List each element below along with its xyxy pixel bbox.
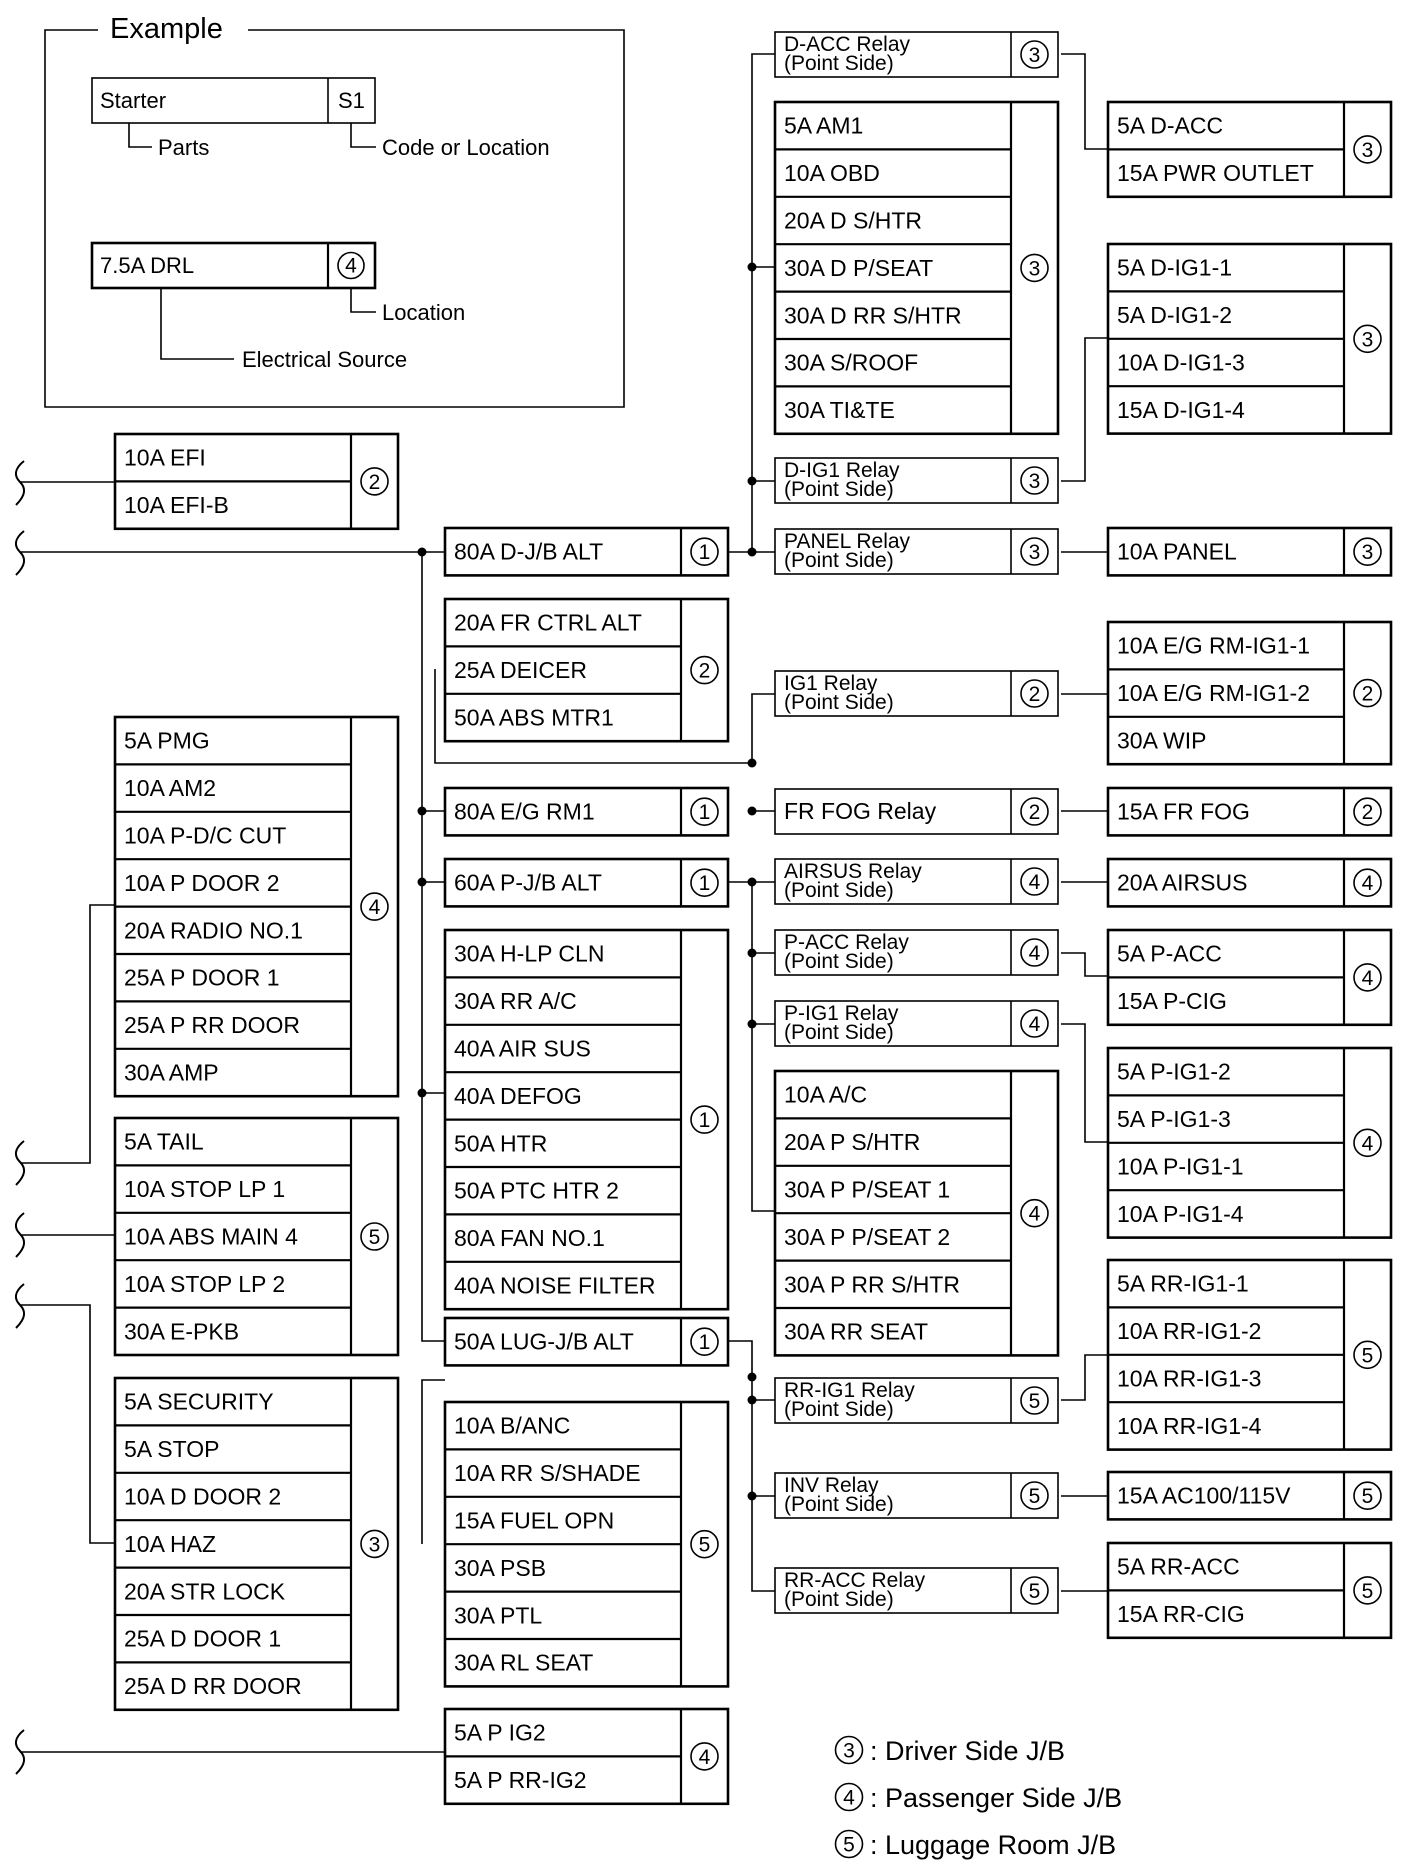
fuse-label: 15A D-IG1-4: [1117, 396, 1245, 423]
relay-side: (Point Side): [784, 52, 894, 75]
fuse-label: 5A P-ACC: [1117, 940, 1222, 967]
fuse-label: 30A RR SEAT: [784, 1318, 929, 1345]
relay-name: PANEL Relay: [784, 530, 911, 553]
location-number: 5: [698, 1533, 711, 1557]
fuse-label: 10A RR-IG1-3: [1117, 1365, 1262, 1392]
fuse-group-efi: [115, 434, 398, 529]
fuse-label: 30A RR A/C: [454, 988, 577, 1015]
fuse-label: 10A OBD: [784, 160, 880, 187]
fuse-label: 10A AM2: [124, 775, 217, 802]
fuse-group-rrig1_out: [1108, 1260, 1391, 1450]
fuse-label: 5A STOP: [124, 1436, 220, 1463]
location-number: 5: [1361, 1485, 1374, 1509]
fuse-group-pjb_alt: [445, 859, 728, 906]
fuse-label: 10A RR S/SHADE: [454, 1460, 641, 1487]
fuse-label: 60A P-J/B ALT: [454, 869, 602, 896]
location-number: 5: [1361, 1579, 1374, 1603]
relay-side: (Point Side): [784, 1398, 894, 1421]
location-number: 3: [1028, 257, 1041, 281]
example-parts-label: Parts: [158, 135, 210, 160]
fuse-label: 40A AIR SUS: [454, 1035, 591, 1062]
relay-side: (Point Side): [784, 1493, 894, 1516]
location-number: 3: [1028, 541, 1041, 564]
fuse-label: 5A AM1: [784, 112, 864, 139]
fuse-label: 40A NOISE FILTER: [454, 1272, 656, 1299]
location-number: 1: [698, 872, 711, 896]
relay-side: (Point Side): [784, 950, 894, 973]
legend-item: [836, 1783, 1123, 1813]
relay-rracc: [775, 1568, 1058, 1613]
location-number: 5: [1028, 1580, 1041, 1603]
relay-pacc: [775, 930, 1058, 975]
fuse-group-tail: [115, 1118, 398, 1355]
fuse-label: 10A A/C: [784, 1081, 868, 1108]
relay-side: (Point Side): [784, 691, 894, 714]
fuse-group-eg_rm1: [445, 788, 728, 835]
fuse-label: 10A B/ANC: [454, 1412, 571, 1439]
relay-name: FR FOG Relay: [784, 798, 937, 824]
fuse-label: 30A TI&TE: [784, 397, 895, 424]
legend-number: 4: [843, 1786, 855, 1810]
fuse-label: 10A EFI-B: [124, 492, 229, 519]
fuse-group-pmg: [115, 717, 398, 1096]
location-number: 2: [368, 470, 381, 494]
location-number: 2: [1361, 682, 1374, 706]
fuse-label: 5A D-ACC: [1117, 112, 1224, 139]
fuse-label: 10A RR-IG1-4: [1117, 1412, 1262, 1439]
location-number: 3: [1028, 470, 1041, 493]
fuse-label: 30A P RR S/HTR: [784, 1271, 960, 1298]
fuse-label: 10A D-IG1-3: [1117, 349, 1245, 376]
relay-name: RR-IG1 Relay: [784, 1379, 915, 1402]
legend-number: 5: [843, 1833, 855, 1857]
fuse-label: 5A RR-IG1-1: [1117, 1270, 1249, 1297]
fuse-label: 50A PTC HTR 2: [454, 1177, 619, 1204]
fuse-label: 25A P DOOR 1: [124, 964, 280, 991]
legend-item: [836, 1736, 1066, 1766]
legend-number: 3: [843, 1739, 855, 1763]
relay-side: (Point Side): [784, 478, 894, 501]
fuse-group-am1: [775, 102, 1058, 434]
legend-item: [836, 1830, 1117, 1860]
relay-name: D-IG1 Relay: [784, 459, 900, 482]
fuse-label: 20A P S/HTR: [784, 1129, 921, 1156]
fuse-label: 15A PWR OUTLET: [1117, 160, 1314, 187]
fuse-label: 10A RR-IG1-2: [1117, 1318, 1262, 1345]
fuse-label: 30A E-PKB: [124, 1318, 240, 1345]
fuse-label: 10A D DOOR 2: [124, 1483, 282, 1510]
relay-name: INV Relay: [784, 1474, 879, 1497]
legend: [836, 1736, 1123, 1860]
relay-frfog: [775, 789, 1058, 834]
location-number: 4: [1028, 871, 1041, 894]
fuse-label: 25A P RR DOOR: [124, 1012, 300, 1039]
fuse-label: 5A D-IG1-1: [1117, 254, 1233, 281]
fuse-label: 25A D RR DOOR: [124, 1673, 302, 1700]
fuse-group-egrm_out: [1108, 622, 1391, 764]
fuse-label: 30A P P/SEAT 1: [784, 1176, 951, 1203]
fuse-label: 10A E/G RM-IG1-1: [1117, 632, 1311, 659]
fuse-group-dig1_out: [1108, 244, 1391, 434]
fuse-label: 15A P-CIG: [1117, 988, 1227, 1015]
fuse-label: 10A PANEL: [1117, 538, 1237, 565]
fuse-label: 10A P DOOR 2: [124, 869, 280, 896]
location-number: 2: [1028, 801, 1041, 824]
location-number: 4: [1361, 1132, 1374, 1156]
legend-text: : Passenger Side J/B: [870, 1783, 1123, 1813]
fuse-label: 25A D DOOR 1: [124, 1625, 282, 1652]
location-number: 5: [1028, 1485, 1041, 1508]
location-number: 3: [1028, 44, 1041, 67]
relay-side: (Point Side): [784, 879, 894, 902]
fuse-group-djb_alt: [445, 528, 728, 575]
fuse-label: 10A P-IG1-4: [1117, 1200, 1244, 1227]
fuse-label: 30A D P/SEAT: [784, 254, 934, 281]
source-break-marks: [16, 461, 24, 1774]
example-code-label: Code or Location: [382, 135, 550, 160]
example-fuse-location: 4: [345, 254, 357, 278]
relay-rrig1: [775, 1378, 1058, 1423]
fuse-label: 10A EFI: [124, 444, 206, 471]
location-number: 3: [1361, 328, 1374, 352]
example-location-label: Location: [382, 300, 466, 325]
fuse-label: 5A SECURITY: [124, 1388, 274, 1415]
fuse-label: 30A H-LP CLN: [454, 940, 605, 967]
location-number: 1: [698, 801, 711, 825]
relay-dig1: [775, 458, 1058, 503]
location-number: 2: [1028, 683, 1041, 706]
relay-side: (Point Side): [784, 1021, 894, 1044]
legend-text: : Luggage Room J/B: [870, 1830, 1117, 1860]
fuse-group-airsus_out: [1108, 859, 1391, 906]
relay-name: AIRSUS Relay: [784, 860, 922, 883]
fuse-label: 80A E/G RM1: [454, 798, 595, 825]
fuse-label: 30A PTL: [454, 1602, 543, 1629]
relay-panel: [775, 529, 1058, 574]
relay-side: (Point Side): [784, 549, 894, 572]
fuse-group-hlp: [445, 930, 728, 1309]
location-number: 4: [698, 1745, 711, 1769]
relay-name: P-ACC Relay: [784, 931, 909, 954]
relay-airsus: [775, 859, 1058, 904]
relay-side: (Point Side): [784, 1588, 894, 1611]
fuse-group-pacc_out: [1108, 930, 1391, 1025]
example-part-name: Starter: [100, 88, 167, 113]
fuse-label: 30A WIP: [1117, 727, 1207, 754]
relay-pig1: [775, 1001, 1058, 1046]
fuse-label: 80A D-J/B ALT: [454, 538, 604, 565]
location-number: 3: [1361, 541, 1374, 565]
fuse-label: 5A P RR-IG2: [454, 1767, 587, 1794]
example-source-label: Electrical Source: [242, 347, 408, 372]
fuse-label: 30A PSB: [454, 1554, 547, 1581]
location-number: 4: [1028, 942, 1041, 965]
fuse-group-security: [115, 1378, 398, 1710]
example-part-code: S1: [338, 88, 365, 113]
location-number: 3: [368, 1533, 381, 1557]
fuse-label: 15A AC100/115V: [1117, 1482, 1291, 1509]
fuse-label: 40A DEFOG: [454, 1082, 582, 1109]
location-number: 1: [698, 541, 711, 565]
fuse-group-ac: [775, 1071, 1058, 1355]
fuse-label: 15A RR-CIG: [1117, 1601, 1245, 1628]
fuse-label: 25A DEICER: [454, 657, 587, 684]
fuse-label: 50A LUG-J/B ALT: [454, 1328, 634, 1355]
fuse-label: 30A P P/SEAT 2: [784, 1223, 951, 1250]
fuse-label: 15A FUEL OPN: [454, 1507, 615, 1534]
example-panel: [45, 13, 624, 407]
fuse-label: 5A P-IG1-3: [1117, 1106, 1231, 1133]
location-number: 3: [1361, 138, 1374, 162]
location-number: 2: [1361, 801, 1374, 825]
fuse-group-rracc_out: [1108, 1543, 1391, 1638]
fuse-group-frfog_out: [1108, 788, 1391, 835]
fuse-label: 10A P-D/C CUT: [124, 822, 287, 849]
relay-name: D-ACC Relay: [784, 33, 911, 56]
fuse-group-dacc_out: [1108, 102, 1391, 197]
fuse-label: 5A P-IG1-2: [1117, 1058, 1231, 1085]
fuse-group-inv_out: [1108, 1472, 1391, 1519]
fuse-label: 20A STR LOCK: [124, 1578, 286, 1605]
fuse-label: 50A ABS MTR1: [454, 704, 614, 731]
fuse-label: 5A D-IG1-2: [1117, 302, 1233, 329]
relay-name: RR-ACC Relay: [784, 1569, 926, 1592]
fuse-label: 10A STOP LP 2: [124, 1270, 286, 1297]
relay-name: P-IG1 Relay: [784, 1002, 899, 1025]
fuse-group-pig2: [445, 1709, 728, 1804]
fuse-label: 5A PMG: [124, 727, 210, 754]
example-title: Example: [110, 13, 223, 45]
location-number: 4: [1028, 1013, 1041, 1036]
fuse-label: 10A HAZ: [124, 1530, 217, 1557]
fuse-label: 10A P-IG1-1: [1117, 1153, 1244, 1180]
location-number: 4: [1028, 1202, 1041, 1226]
relay-dacc: [775, 32, 1058, 77]
fuse-label: 20A AIRSUS: [1117, 869, 1248, 896]
location-number: 1: [698, 1109, 711, 1133]
location-number: 4: [368, 896, 381, 920]
fuse-label: 20A FR CTRL ALT: [454, 609, 642, 636]
fuse-label: 30A S/ROOF: [784, 349, 919, 376]
example-fuse-name: 7.5A DRL: [100, 253, 195, 278]
legend-text: : Driver Side J/B: [870, 1736, 1066, 1766]
location-number: 5: [1028, 1390, 1041, 1413]
location-number: 5: [368, 1226, 381, 1249]
fuse-label: 10A E/G RM-IG1-2: [1117, 680, 1311, 707]
fuse-group-panel_out: [1108, 528, 1391, 575]
fuse-label: 5A P IG2: [454, 1719, 546, 1746]
fuse-label: 30A RL SEAT: [454, 1649, 594, 1676]
fuse-label: 10A ABS MAIN 4: [124, 1223, 298, 1250]
fuse-label: 5A RR-ACC: [1117, 1553, 1240, 1580]
fuse-label: 30A D RR S/HTR: [784, 302, 962, 329]
location-number: 2: [698, 659, 711, 683]
relay-inv: [775, 1473, 1058, 1518]
fuse-label: 20A D S/HTR: [784, 207, 923, 234]
location-number: 1: [698, 1331, 711, 1355]
location-number: 5: [1361, 1344, 1374, 1368]
fuse-label: 30A AMP: [124, 1059, 219, 1086]
fuse-group-lug_alt: [445, 1318, 728, 1365]
location-number: 4: [1361, 872, 1374, 896]
fuse-group-pig1_out: [1108, 1048, 1391, 1238]
fuse-label: 5A TAIL: [124, 1128, 204, 1155]
relay-name: IG1 Relay: [784, 672, 878, 695]
fuse-label: 80A FAN NO.1: [454, 1225, 605, 1252]
fuse-group-fr_ctrl: [445, 599, 728, 741]
fuse-label: 20A RADIO NO.1: [124, 917, 303, 944]
relay-ig1: [775, 671, 1058, 716]
fuse-label: 50A HTR: [454, 1130, 548, 1157]
fuse-label: 15A FR FOG: [1117, 798, 1250, 825]
fuse-label: 10A STOP LP 1: [124, 1176, 286, 1203]
fuse-group-banc: [445, 1402, 728, 1686]
location-number: 4: [1361, 966, 1374, 990]
